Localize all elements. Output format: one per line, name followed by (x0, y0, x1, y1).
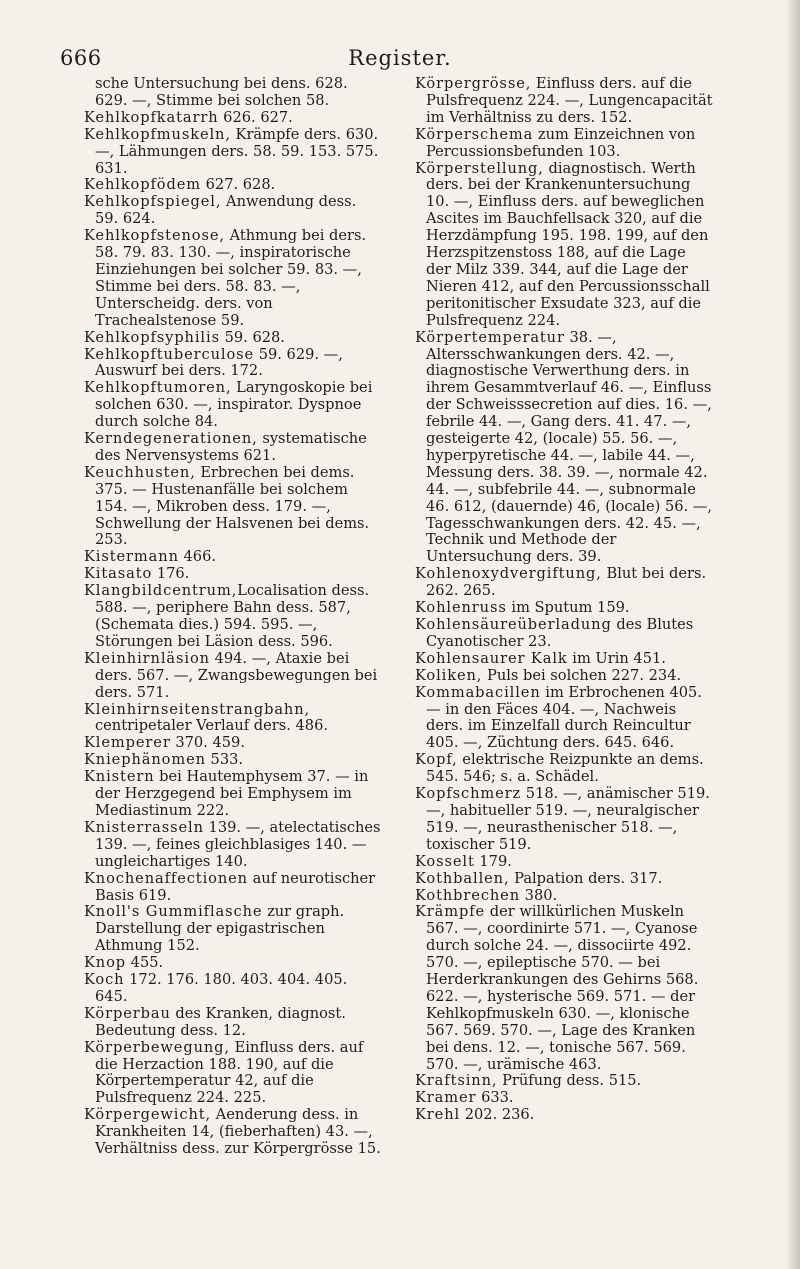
index-references: zum Einzeichnen von Percussionsbefunden 103. (426, 125, 696, 160)
index-entry (415, 871, 715, 888)
index-term: Kehlkopfödem (84, 176, 201, 194)
index-term: Körperbau (84, 1004, 171, 1022)
index-references: 202. 236. (460, 1106, 535, 1124)
index-entry (84, 194, 384, 228)
index-term: Kerndegenerationen, (84, 430, 258, 448)
index-references: Laryngoskopie bei solchen 630. —, inspirator. Dyspnoe durch solche 84. (95, 379, 373, 431)
index-term: Kosselt (415, 852, 475, 870)
index-entry (84, 972, 384, 1006)
index-references: des Blutes Cyanotischer 23. (426, 616, 694, 650)
index-references: Erbrechen bei dems. 375. — Hustenanfälle bei solchem 154. —, Mikroben dess. 179. —, Schwellung der Halsvenen bei dems. 253. (95, 463, 370, 549)
index-entry (84, 110, 384, 127)
index-term: Koliken, (415, 666, 483, 684)
page-header (60, 46, 740, 76)
index-references: centripetaler Verlauf ders. 486. (95, 717, 329, 735)
index-term: Kothbrechen (415, 886, 521, 904)
index-term: Kleinhirnseitenstrangbahn, (84, 700, 311, 718)
index-references: Palpation ders. 317. (509, 869, 663, 887)
index-term: Klangbildcentrum, (84, 582, 238, 600)
index-entry (84, 76, 384, 110)
index-entry (84, 955, 384, 972)
index-references: im Sputum 159. (506, 599, 630, 617)
index-entry (84, 330, 384, 347)
index-references: 627. 628. (201, 176, 276, 194)
index-references: Blut bei ders. 262. 265. (426, 565, 707, 600)
index-references: 172. 176. 180. 403. 404. 405. 645. (95, 971, 348, 1005)
index-entry (415, 617, 715, 651)
index-entry (84, 702, 384, 736)
index-references: Athmung bei ders. 58. 79. 83. 130. —, inspiratorische Einziehungen bei solcher 59. 83. —, Stimme bei ders. 58. 83. —, Unterscheidg. ders. von Trachealstenose 59. (95, 227, 367, 329)
index-term: Kramer (415, 1089, 477, 1107)
index-entry (84, 127, 384, 178)
index-term: Knoll's Gummiflasche (84, 903, 263, 921)
index-entry (84, 871, 384, 905)
index-entry (415, 752, 715, 786)
index-term: Krämpfe (415, 903, 486, 921)
index-references: elektrische Reizpunkte an dems. 545. 546; s. a. Schädel. (426, 751, 704, 786)
index-entry (84, 465, 384, 550)
index-entry (415, 786, 715, 854)
index-references: 179. (474, 852, 512, 870)
index-references: 626. 627. (218, 108, 293, 126)
index-references: Localisation dess. 588. —, periphere Bahn dess. 587, (Schemata dies.) 594. 595. —, Störungen bei Läsion dess. 596. (95, 582, 370, 650)
index-entry (415, 1090, 715, 1107)
index-term: Kohlensaurer Kalk (415, 649, 568, 667)
index-term: Körpergrösse, (415, 75, 532, 92)
index-entry (415, 668, 715, 685)
index-references: 466. (178, 548, 217, 566)
index-entry (415, 685, 715, 753)
index-entry (84, 1107, 384, 1158)
index-term: Kothballen, (415, 869, 510, 887)
index-references: Prüfung dess. 515. (497, 1072, 642, 1090)
index-entry (84, 752, 384, 769)
index-entry (415, 1073, 715, 1090)
index-references: des Kranken, diagnost. Bedeutung dess. 12. (95, 1004, 346, 1039)
index-references: im Erbrochenen 405. — in den Fäces 404. —, Nachweis ders. im Einzelfall durch Reincultur 405. —, Züchtung ders. 645. 646. (426, 683, 702, 752)
index-references: 176. (152, 565, 190, 583)
index-term: Körperschema (415, 125, 534, 143)
index-term: Körpergewicht, (84, 1106, 212, 1124)
index-references: Einfluss ders. auf die Herzaction 188. 190, auf die Körpertemperatur 42, auf die Pulsfrequenz 224. 225. (95, 1038, 364, 1107)
index-references: auf neurotischer Basis 619. (95, 869, 376, 904)
index-entry (84, 583, 384, 651)
index-term: Keuchhusten, (84, 463, 196, 481)
index-entry (415, 161, 715, 330)
index-entry (84, 228, 384, 329)
index-term: Kohlenruss (415, 599, 507, 617)
index-entry (84, 347, 384, 381)
index-term: Kohlenoxydvergiftung, (415, 565, 602, 583)
index-references: Krämpfe ders. 630. —, Lähmungen ders. 58. 59. 153. 575. 631. (95, 125, 379, 177)
index-references: Aenderung dess. in Krankheiten 14, (fieberhaften) 43. —, Verhältniss dess. zur Körpergrösse 15. (95, 1106, 381, 1158)
index-term: Kommabacillen (415, 683, 541, 701)
index-entry (415, 127, 715, 161)
index-term: Knisterrasseln (84, 818, 204, 836)
index-references: 59. 628. (219, 328, 285, 346)
index-entry (84, 549, 384, 566)
index-entry (84, 735, 384, 752)
index-term: Kniephänomen (84, 751, 206, 769)
index-entry (415, 330, 715, 567)
index-column-right (415, 76, 715, 1124)
index-term: Kopf, (415, 751, 458, 769)
index-references: Anwendung dess. 59. 624. (95, 193, 357, 228)
index-entry (415, 76, 715, 127)
index-term: Kehlkopftuberculose (84, 345, 255, 363)
index-entry (84, 651, 384, 702)
index-references: 494. —, Ataxie bei ders. 567. —, Zwangsbewegungen bei ders. 571. (95, 649, 378, 701)
index-term: Kopfschmerz (415, 785, 522, 803)
index-term: Kohlensäureüberladung (415, 616, 612, 633)
index-references: 380. (520, 886, 558, 904)
index-term: Knistern (84, 768, 155, 786)
index-entry (84, 1006, 384, 1040)
index-term: Klemperer (84, 734, 171, 752)
index-entry (415, 854, 715, 871)
index-column-left (84, 76, 384, 1158)
index-term: Kehlkopfsyphilis (84, 328, 220, 346)
index-references: der willkürlichen Muskeln 567. —, coordinirte 571. —, Cyanose durch solche 24. —, dissociirte 492. 570. —, epileptische 570. — bei Herderkrankungen des Gehirns 568. 622. —, hysterische 569. 571. — der Kehlkopfmuskeln 630. —, klonische 567. 569. 570. —, Lage des Kranken bei dens. 12. —, tonische 567. 569. 570. —, urämische 463. (426, 903, 699, 1073)
index-references: 633. (476, 1089, 514, 1107)
index-references: sche Untersuchung bei dens. 628. 629. —, Stimme bei solchen 58. (95, 75, 348, 109)
index-references: systematische des Nervensystems 621. (95, 430, 367, 464)
index-references: 518. —, anämischer 519. —, habitueller 519. —, neuralgischer 519. —, neurasthenischer 518. —, toxischer 519. (426, 785, 710, 853)
index-term: Kehlkopfkatarrh (84, 108, 219, 126)
index-references: Einfluss ders. auf die Pulsfrequenz 224. —, Lungencapacität im Verhältniss zu ders. 152. (426, 75, 713, 126)
index-references: im Urin 451. (567, 649, 666, 667)
index-entry (84, 177, 384, 194)
index-entry (415, 888, 715, 905)
index-references: 38. —, Altersschwankungen ders. 42. —, diagnostische Verwerthung ders. in ihrem Gesammtverlauf 46. —, Einfluss der Schweisssecretion auf dies. 16. —, febrile 44. —, Gang ders. 41. 47. —, gesteigerte 42, (locale) 55. 56. —, hyperpyretische 44. —, labile 44. —, Messung ders. 38. 39. —, normale 42. 44. —, subfebrile 44. —, subnormale 46. 612, (dauernde) 46, (locale) 56. —, Tagesschwankungen ders. 42. 45. —, Technik und Methode der Untersuchung ders. 39. (426, 328, 713, 566)
index-term: Koch (84, 971, 125, 989)
index-entry (84, 1040, 384, 1108)
page-edge-shadow (786, 0, 800, 1269)
index-entry (84, 769, 384, 820)
index-references: 59. 629. —, Auswurf bei ders. 172. (95, 345, 343, 380)
index-references: 139. —, atelectatisches 139. —, feines gleichblasiges 140. — ungleichartiges 140. (95, 818, 381, 870)
index-term: Kraftsinn, (415, 1072, 498, 1090)
index-term: Kitasato (84, 565, 153, 583)
index-references: bei Hautemphysem 37. — in der Herzgegend bei Emphysem im Mediastinum 222. (95, 768, 369, 819)
index-references: Puls bei solchen 227. 234. (482, 666, 682, 684)
index-term: Körperbewegung, (84, 1038, 230, 1056)
index-entry (84, 904, 384, 955)
index-term: Kistermann (84, 548, 179, 566)
index-entry (84, 380, 384, 431)
index-term: Kehlkopfspiegel, (84, 193, 222, 211)
index-term: Körperstellung, (415, 159, 544, 177)
index-term: Kehlkopfmuskeln, (84, 125, 231, 143)
index-term: Kleinhirnläsion (84, 649, 210, 667)
index-term: Körpertemperatur (415, 328, 565, 346)
index-references: zur graph. Darstellung der epigastrischen Athmung 152. (95, 903, 345, 955)
index-entry (415, 904, 715, 1073)
index-entry (415, 1107, 715, 1124)
page-number: 666 (60, 46, 102, 70)
index-references: 370. 459. (170, 734, 245, 752)
index-references: 455. (126, 954, 164, 972)
index-term: Krehl (415, 1106, 461, 1124)
index-entry (84, 566, 384, 583)
index-references: 533. (205, 751, 244, 769)
index-references: diagnostisch. Werth ders. bei der Krankenuntersuchung 10. —, Einfluss ders. auf beweglichen Ascites im Bauchfellsack 320, auf die Herzdämpfung 195. 198. 199, auf den Herzspitzenstoss 188, auf die Lage der Milz 339. 344, auf die Lage der Nieren 412, auf den Percussionsschall peritonitischer Exsudate 323, auf die Pulsfrequenz 224. (426, 159, 710, 329)
index-entry (415, 566, 715, 600)
index-term: Kehlkopfstenose, (84, 227, 225, 245)
index-term: Knochenaffectionen (84, 869, 248, 887)
running-head: Register. (348, 46, 452, 70)
index-entry (415, 651, 715, 668)
index-term: Kehlkopftumoren, (84, 379, 232, 397)
index-term: Knop (84, 954, 127, 972)
index-entry (415, 600, 715, 617)
index-entry (84, 820, 384, 871)
index-entry (84, 431, 384, 465)
